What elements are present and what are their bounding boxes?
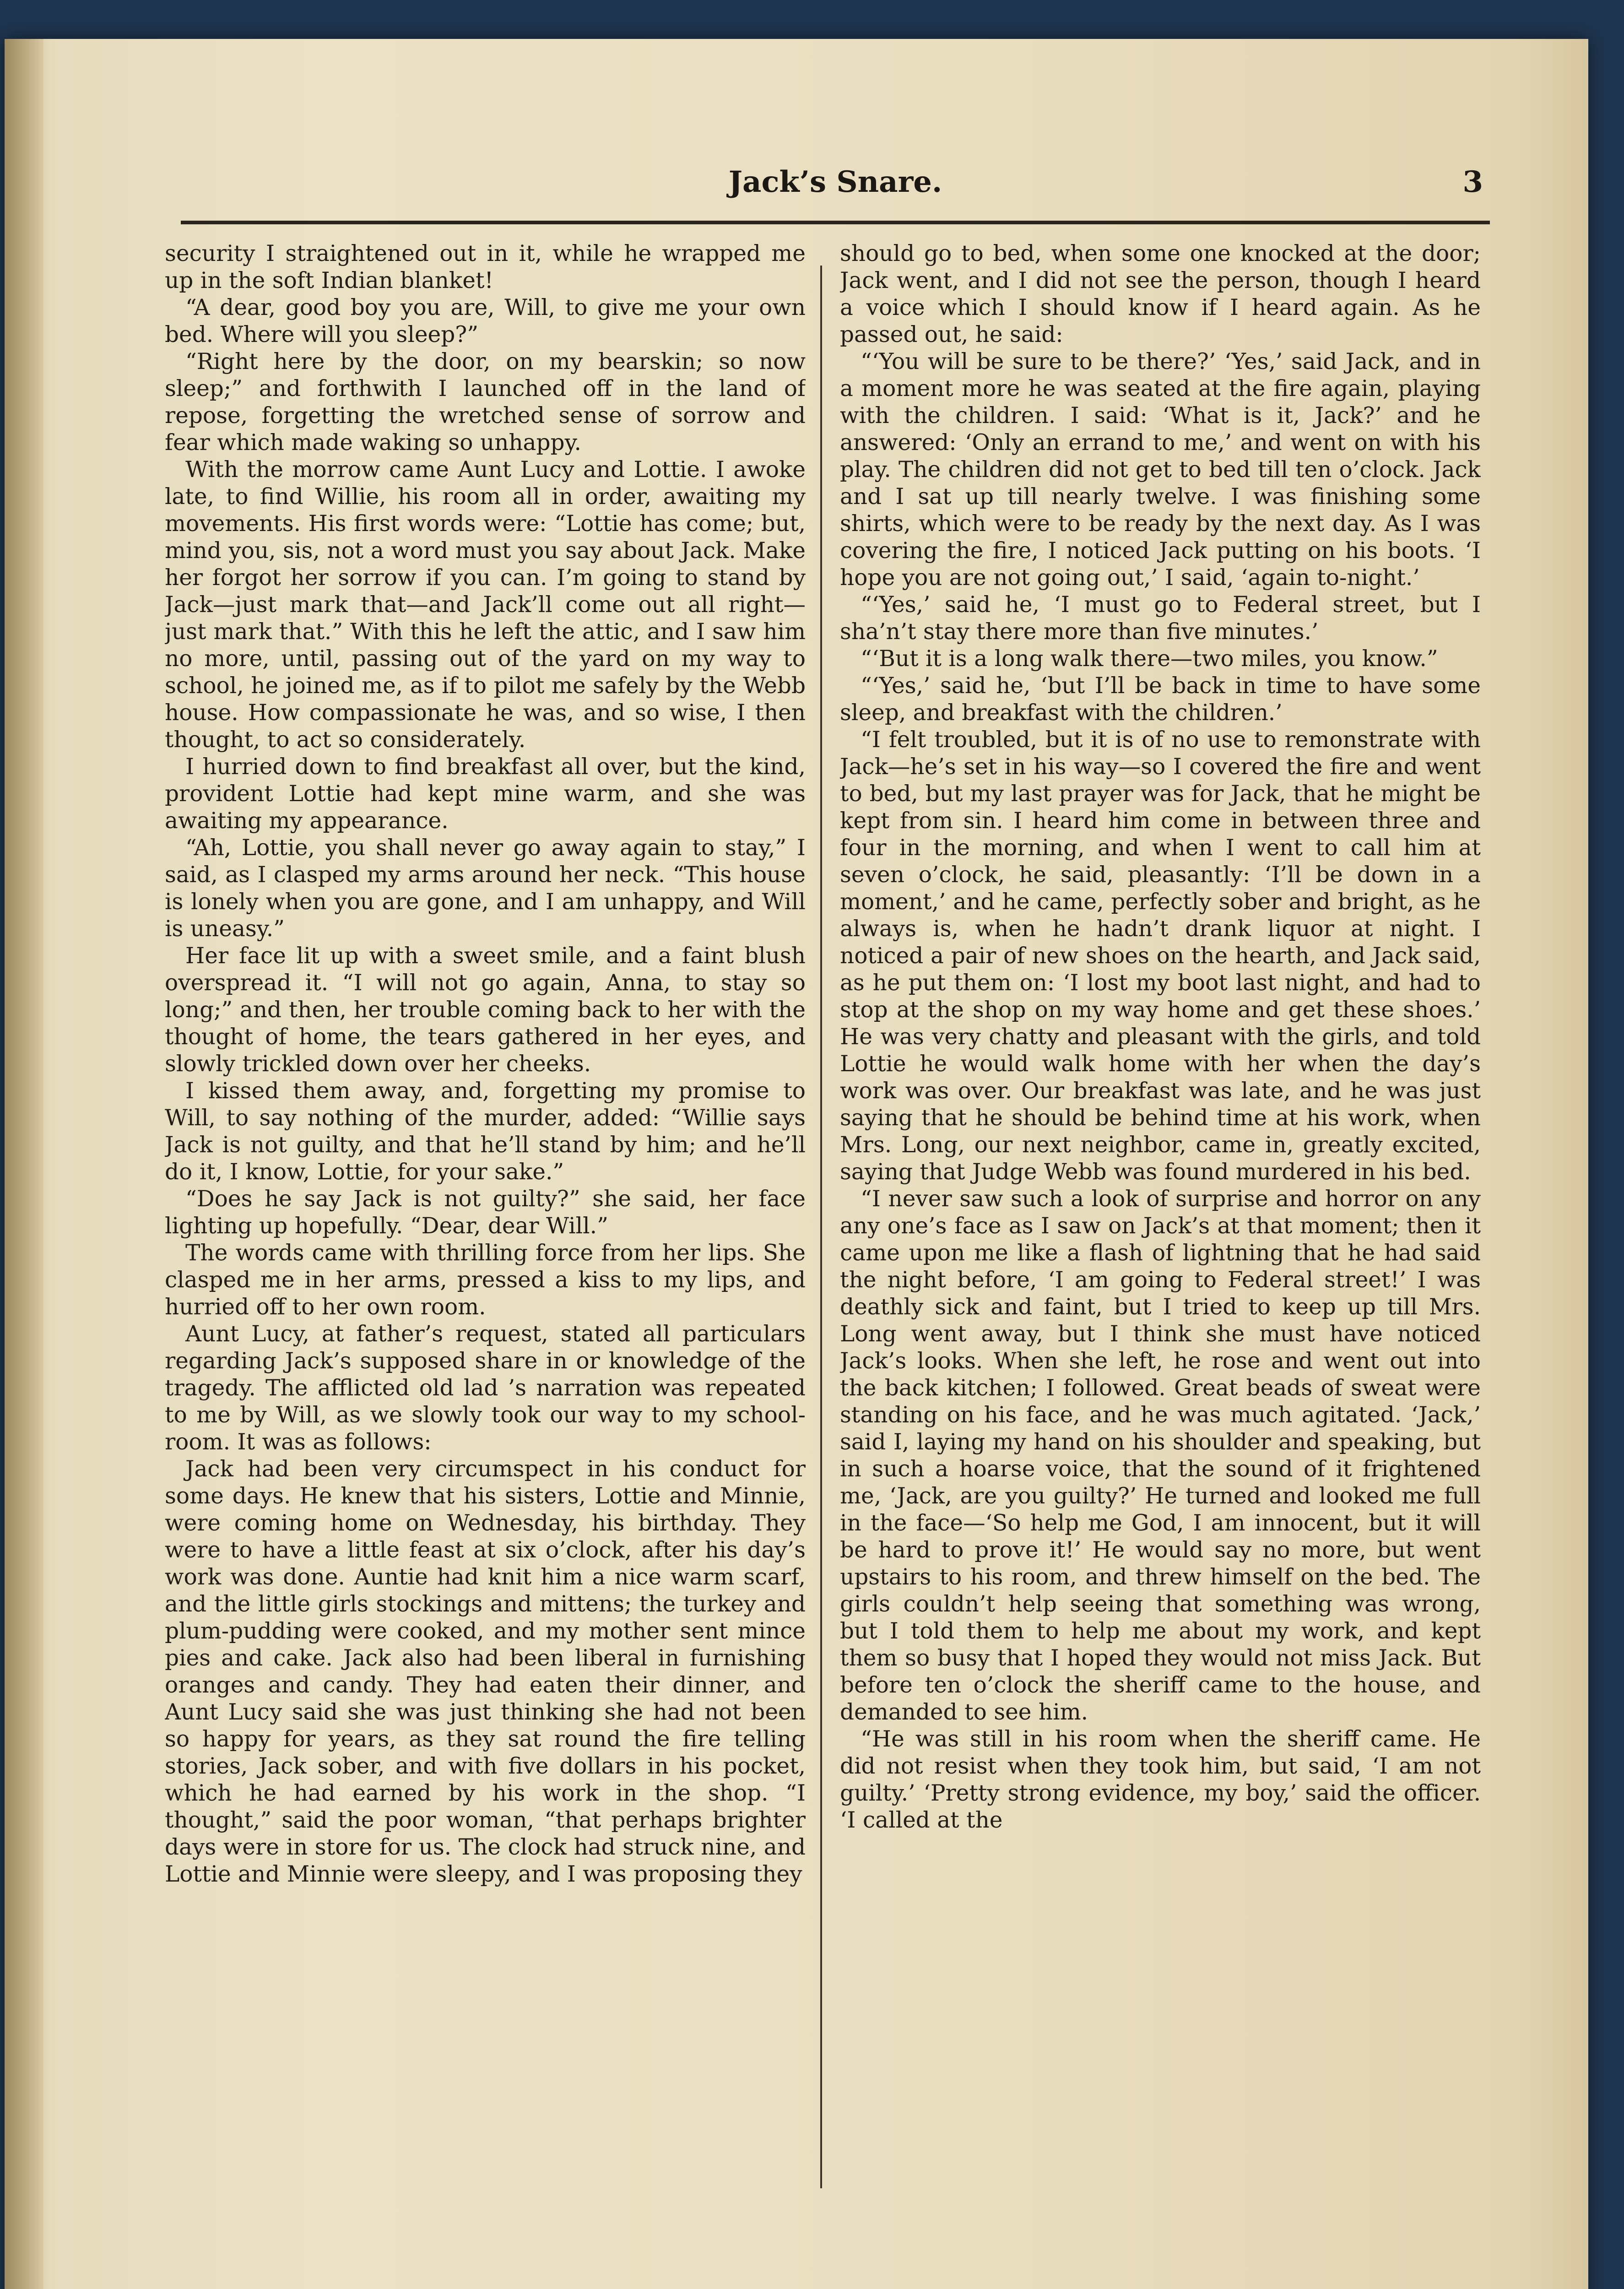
paragraph: “‘You will be sure to be there?’ ‘Yes,’ said Jack, and in a moment more he was seated at the fire again, playing with the children. I said: ‘What is it, Jack?’ and he answered: ‘Only an errand to me,’ and went on with his play. The children did not get to bed till ten o’clock. Jack and I sat up till nearly twelve. I was finishing some shirts, which were to be ready by the next day. As I was covering the fire, I noticed Jack putting on his boots. ‘I hope you are not going out,’ I said, ‘again to-night.’: [840, 349, 1481, 591]
paragraph: “Does he say Jack is not guilty?” she said, her face lighting up hopefully. “Dear, dear Will.”: [165, 1186, 806, 1239]
paragraph: Aunt Lucy, at father’s request, stated all particulars regarding Jack’s supposed share in or knowledge of the tragedy. The afflicted old lad ’s narration was repeated to me by Will, as we slowly took our way to my school-room. It was as follows:: [165, 1321, 806, 1455]
header-rule: [181, 221, 1490, 224]
paragraph: With the morrow came Aunt Lucy and Lottie. I awoke late, to find Willie, his room all in order, awaiting my movements. His first words were: “Lottie has come; but, mind you, sis, not a word must you say about Jack. Make her forgot her sorrow if you can. I’m going to stand by Jack—just mark that—and Jack’ll come out all right—just mark that.” With this he left the attic, and I saw him no more, until, passing out of the yard on my way to school, he joined me, as if to pilot me safely by the Webb house. How compassionate he was, and so wise, I then thought, to act so considerately.: [165, 457, 806, 753]
paragraph: The words came with thrilling force from her lips. She clasped me in her arms, pressed a kiss to my lips, and hurried off to her own room.: [165, 1240, 806, 1320]
page-number: 3: [1462, 165, 1483, 199]
paragraph: “I felt troubled, but it is of no use to remonstrate with Jack—he’s set in his way—so I covered the fire and went to bed, but my last prayer was for Jack, that he might be kept from sin. I heard him come in between three and four in the morning, and when I went to call him at seven o’clock, he said, pleasantly: ‘I’ll be down in a moment,’ and he came, perfectly sober and bright, as he always is, when he hadn’t drank liquor at night. I noticed a pair of new shoes on the hearth, and Jack said, as he put them on: ‘I lost my boot last night, and had to stop at the shop on my way home and get these shoes.’ He was very chatty and pleasant with the girls, and told Lottie he would walk home with her when the day’s work was over. Our breakfast was late, and he was just saying that he should be behind time at his work, when Mrs. Long, our next neighbor, came in, greatly excited, saying that Judge Webb was found murdered in his bed.: [840, 727, 1481, 1185]
page-spine: [5, 39, 43, 2289]
paragraph: “‘Yes,’ said he, ‘I must go to Federal street, but I sha’n’t stay there more than five minutes.’: [840, 592, 1481, 645]
page-header: [181, 160, 1490, 215]
running-title: Jack’s Snare.: [728, 165, 942, 199]
paragraph: I hurried down to find breakfast all over, but the kind, provident Lottie had kept mine warm, and she was awaiting my appearance.: [165, 754, 806, 834]
left-column: [165, 240, 806, 2186]
paragraph: should go to bed, when some one knocked at the door; Jack went, and I did not see the person, though I heard a voice which I should know if I heard again. As he passed out, he said:: [840, 241, 1481, 347]
paragraph: “‘Yes,’ said he, ‘but I’ll be back in time to have some sleep, and breakfast with the children.’: [840, 673, 1481, 726]
paragraph: “Ah, Lottie, you shall never go away again to stay,” I said, as I clasped my arms around her neck. “This house is lonely when you are gone, and I am unhappy, and Will is uneasy.”: [165, 835, 806, 942]
paragraph: “Right here by the door, on my bearskin; so now sleep;” and forthwith I launched off in the land of repose, forgetting the wretched sense of sorrow and fear which made waking so unhappy.: [165, 349, 806, 456]
paragraph: “A dear, good boy you are, Will, to give me your own bed. Where will you sleep?”: [165, 295, 806, 347]
paragraph: “‘But it is a long walk there—two miles, you know.”: [861, 646, 1438, 672]
paragraph: security I straightened out in it, while he wrapped me up in the soft Indian blanket!: [165, 241, 806, 293]
paragraph: I kissed them away, and, forgetting my promise to Will, to say nothing of the murder, added: “Willie says Jack is not guilty, and that he’ll stand by him; and he’ll do it, I know, Lottie, for your sake.”: [165, 1078, 806, 1185]
right-column: [840, 240, 1481, 2186]
paragraph: Her face lit up with a sweet smile, and a faint blush overspread it. “I will not go again, Anna, to stay so long;” and then, her trouble coming back to her with the thought of home, the tears gathered in her eyes, and slowly trickled down over her cheeks.: [165, 943, 806, 1077]
paragraph: Jack had been very circumspect in his conduct for some days. He knew that his sisters, Lottie and Minnie, were coming home on Wednesday, his birthday. They were to have a little feast at six o’clock, after his day’s work was done. Auntie had knit him a nice warm scarf, and the little girls stockings and mittens; the turkey and plum-pudding were cooked, and my mother sent mince pies and cake. Jack also had been liberal in furnishing oranges and candy. They had eaten their dinner, and Aunt Lucy said she was just thinking she had not been so happy for years, as they sat round the fire telling stories, Jack sober, and with five dollars in his pocket, which he had earned by his work in the shop. “I thought,” said the poor woman, “that perhaps brighter days were in store for us. The clock had struck nine, and Lottie and Minnie were sleepy, and I was proposing they: [165, 1456, 806, 1887]
paragraph: “He was still in his room when the sheriff came. He did not resist when they took him, but said, ‘I am not guilty.’ ‘Pretty strong evidence, my boy,’ said the officer. ‘I called at the: [840, 1726, 1481, 1833]
column-divider: [820, 266, 822, 2188]
paragraph: “I never saw such a look of surprise and horror on any any one’s face as I saw on Jack’s at that moment; then it came upon me like a flash of lightning that he had said the night before, ‘I am going to Federal street!’ I was deathly sick and faint, but I tried to keep up till Mrs. Long went away, but I think she must have noticed Jack’s looks. When she left, he rose and went out into the back kitchen; I followed. Great beads of sweat were standing on his face, and he was much agitated. ‘Jack,’ said I, laying my hand on his shoulder and speaking, but in such a hoarse voice, that the sound of it frightened me, ‘Jack, are you guilty?’ He turned and looked me full in the face—‘So help me God, I am innocent, but it will be hard to prove it!’ He would say no more, but went upstairs to his room, and threw himself on the bed. The girls couldn’t help seeing that something was wrong, but I told them to help me about my work, and kept them so busy that I hoped they would not miss Jack. But before ten o’clock the sheriff came to the house, and demanded to see him.: [840, 1186, 1481, 1725]
